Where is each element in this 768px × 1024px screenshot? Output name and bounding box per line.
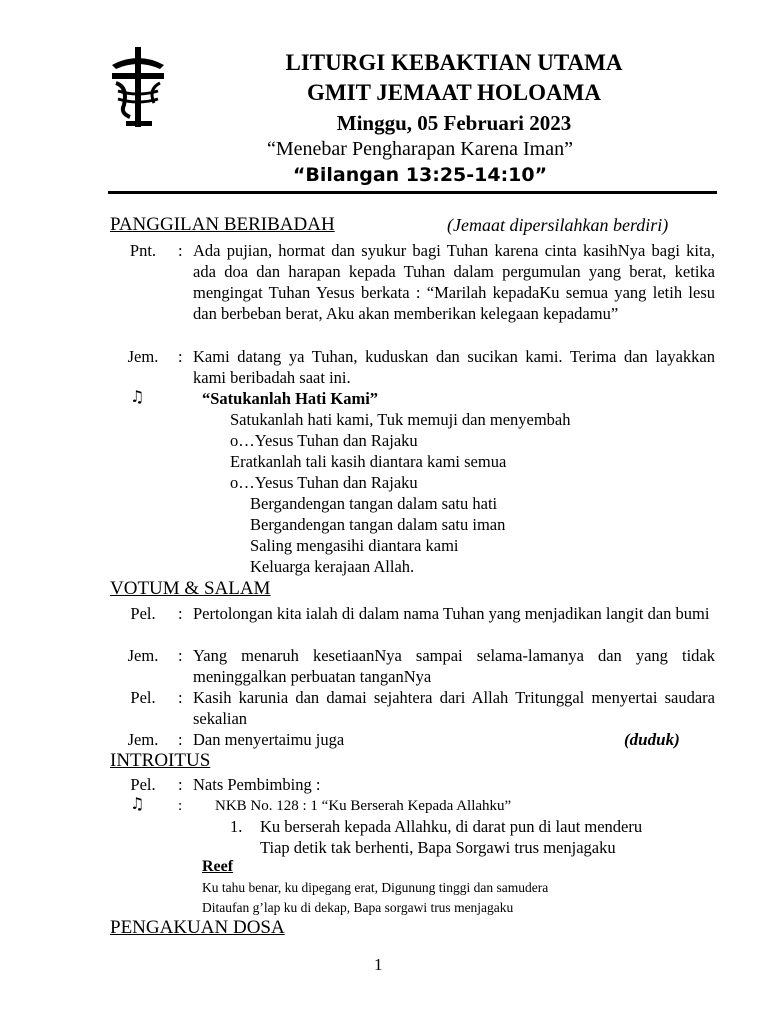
liturgy-text: Kasih karunia dan damai sejahtera dari Allah Tritunggal menyertai saudara sekalian bbox=[193, 688, 715, 728]
service-theme: “Menebar Pengharapan Karena Iman” bbox=[267, 138, 573, 160]
speaker-label: Pel. bbox=[130, 775, 156, 794]
music-note-icon: ♫ bbox=[130, 794, 145, 813]
speaker-label: Pel. bbox=[130, 604, 156, 623]
song-line: Eratkanlah tali kasih diantara kami semua bbox=[230, 452, 507, 471]
section-title: VOTUM & SALAM bbox=[110, 578, 271, 599]
speaker-label: Jem. bbox=[127, 730, 159, 749]
speaker-label: Jem. bbox=[127, 646, 159, 665]
colon: : bbox=[178, 775, 183, 794]
song-line: Keluarga kerajaan Allah. bbox=[250, 557, 415, 576]
colon: : bbox=[178, 347, 183, 366]
colon: : bbox=[178, 604, 183, 623]
song-line: Bergandengan tangan dalam satu iman bbox=[250, 515, 506, 534]
hymn-reference: NKB No. 128 : 1 “Ku Berserah Kepada Allahku” bbox=[215, 798, 512, 814]
scripture-reading: “Bilangan 13:25-14:10” bbox=[292, 164, 548, 186]
church-logo bbox=[108, 47, 168, 129]
liturgy-text: Dan menyertaimu juga bbox=[193, 730, 345, 749]
speaker-label: Pel. bbox=[130, 688, 156, 707]
song-line: Satukanlah hati kami, Tuk memuji dan menyembah bbox=[230, 410, 571, 429]
song-line: Saling mengasihi diantara kami bbox=[250, 536, 459, 555]
liturgy-text: Ada pujian, hormat dan syukur bagi Tuhan karena cinta kasihNya bagi kita, ada doa dan harapan kepada Tuhan dalam pergumulan yang berat, ketika mengingat Tuhan Yesus berkata : “Marilah kepadaKu semua yang letih lesu dan berbeban berat, Aku akan memberikan kelegaan kepadamu” bbox=[193, 241, 715, 323]
colon: : bbox=[178, 798, 183, 814]
verse-number: 1. bbox=[230, 817, 243, 836]
header-divider bbox=[108, 191, 717, 194]
song-title: “Satukanlah Hati Kami” bbox=[202, 389, 379, 408]
liturgy-text: Pertolongan kita ialah di dalam nama Tuhan yang menjadikan langit dan bumi bbox=[193, 604, 710, 623]
colon: : bbox=[178, 688, 183, 707]
section-pengakuan-dosa bbox=[110, 917, 285, 939]
stand-instruction: (Jemaat dipersilahkan berdiri) bbox=[447, 215, 669, 235]
reef-label: Reef bbox=[202, 858, 234, 875]
verse-line: Tiap detik tak berhenti, Bapa Sorgawi trus menjagaku bbox=[260, 838, 616, 857]
section-title: PENGAKUAN DOSA bbox=[110, 917, 285, 938]
title-liturgi: LITURGI KEBAKTIAN UTAMA bbox=[285, 50, 623, 75]
song-line: o…Yesus Tuhan dan Rajaku bbox=[230, 473, 418, 492]
speaker-label: Jem. bbox=[127, 347, 159, 366]
document-header bbox=[180, 48, 728, 137]
reef-line: Ku tahu benar, ku dipegang erat, Digunung tinggi dan samudera bbox=[202, 880, 549, 895]
section-panggilan-beribadah bbox=[110, 214, 335, 236]
service-date: Minggu, 05 Februari 2023 bbox=[336, 111, 572, 135]
song-line: o…Yesus Tuhan dan Rajaku bbox=[230, 431, 418, 450]
music-note-icon: ♫ bbox=[130, 387, 145, 406]
song-line: Bergandengan tangan dalam satu hati bbox=[250, 494, 498, 513]
liturgy-text: Yang menaruh kesetiaanNya sampai selama-lamanya dan yang tidak meninggalkan perbuatan tanganNya bbox=[193, 646, 715, 686]
liturgy-text: Nats Pembimbing : bbox=[193, 775, 321, 794]
section-votum-salam bbox=[110, 578, 270, 600]
section-title: INTROITUS bbox=[110, 750, 211, 771]
verse-line: Ku berserah kepada Allahku, di darat pun di laut menderu bbox=[260, 817, 643, 836]
colon: : bbox=[178, 646, 183, 665]
page-number: 1 bbox=[374, 955, 383, 974]
section-title: PANGGILAN BERIBADAH bbox=[110, 214, 335, 235]
speaker-label: Pnt. bbox=[129, 241, 157, 260]
title-church: GMIT JEMAAT HOLOAMA bbox=[307, 80, 601, 105]
colon: : bbox=[178, 730, 183, 749]
sit-instruction: (duduk) bbox=[624, 730, 680, 749]
section-introitus bbox=[110, 750, 210, 772]
liturgy-text: Kami datang ya Tuhan, kuduskan dan sucikan kami. Terima dan layakkan kami beribadah saat ini. bbox=[193, 347, 715, 387]
colon: : bbox=[178, 241, 183, 260]
reef-line: Ditaufan g’lap ku di dekap, Bapa sorgawi trus menjagaku bbox=[202, 900, 514, 915]
